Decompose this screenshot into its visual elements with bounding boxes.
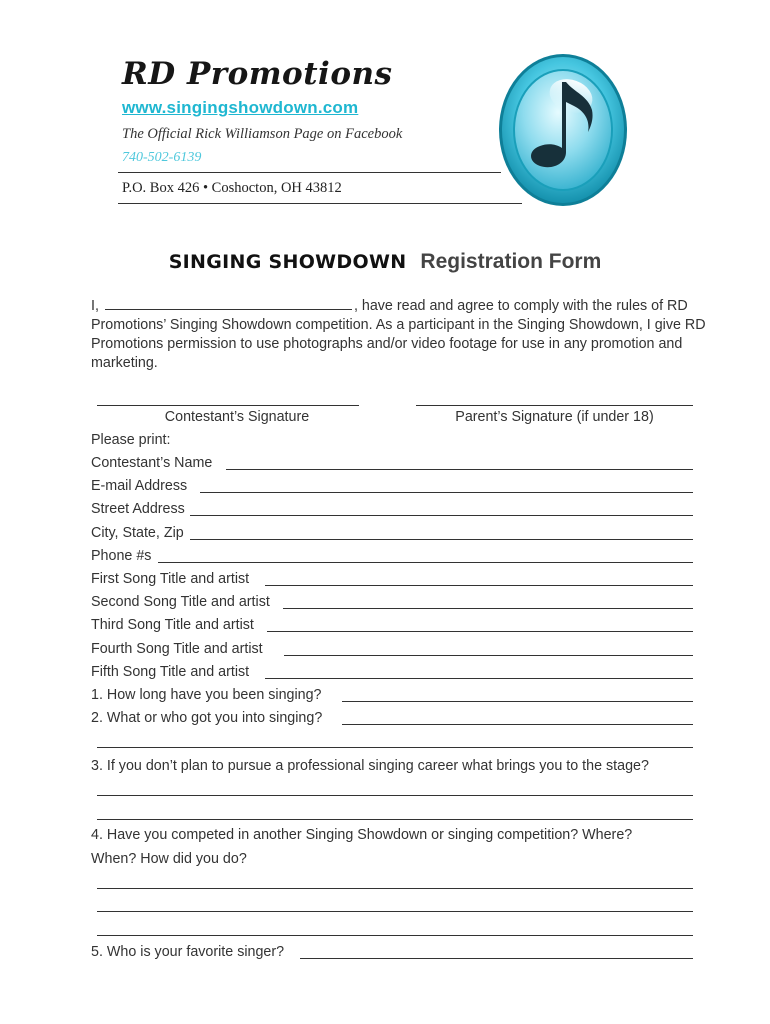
header-divider: [118, 172, 501, 173]
page-title: [0, 250, 770, 274]
agreement-prefix: I,: [91, 298, 99, 314]
question-3-line-2[interactable]: [97, 819, 693, 820]
field-label: Third Song Title and artist: [91, 617, 254, 633]
contestant-signature-line[interactable]: [97, 405, 359, 406]
contestant-name-field[interactable]: [226, 469, 693, 470]
question-4-line-3[interactable]: [97, 935, 693, 936]
first-song-field[interactable]: [265, 585, 693, 586]
question-2-field[interactable]: [342, 724, 693, 725]
question-4-line-2[interactable]: [97, 911, 693, 912]
field-label: Contestant’s Name: [91, 455, 213, 471]
question-1-field[interactable]: [342, 701, 693, 702]
agreement-paragraph: [91, 296, 707, 373]
fifth-song-field[interactable]: [265, 678, 693, 679]
parent-signature-line[interactable]: [416, 405, 693, 406]
please-print-label: Please print:: [91, 432, 171, 448]
question-label: When? How did you do?: [91, 851, 247, 867]
field-label: Second Song Title and artist: [91, 594, 270, 610]
street-address-field[interactable]: [190, 515, 693, 516]
question-label: 5. Who is your favorite singer?: [91, 944, 285, 960]
title-brand: SINGING SHOWDOWN: [168, 251, 407, 273]
second-song-field[interactable]: [283, 608, 693, 609]
field-label: E-mail Address: [91, 478, 188, 494]
participant-name-blank[interactable]: [105, 296, 352, 310]
question-label: 1. How long have you been singing?: [91, 687, 322, 703]
question-label: 3. If you don’t plan to pursue a professional singing career what brings you to the stage?: [91, 758, 649, 774]
phone-number: 740-502-6139: [122, 150, 202, 165]
header-divider-2: [118, 203, 522, 204]
music-note-icon: [496, 40, 630, 210]
website-link[interactable]: www.singingshowdown.com: [122, 98, 359, 117]
field-label: Street Address: [91, 501, 185, 517]
fourth-song-field[interactable]: [284, 655, 693, 656]
field-label: Phone #s: [91, 548, 152, 564]
question-label: 2. What or who got you into singing?: [91, 710, 323, 726]
parent-signature-label: Parent’s Signature (if under 18): [455, 409, 654, 425]
field-label: Fifth Song Title and artist: [91, 664, 250, 680]
agreement-text: , have read and agree to comply with the rules of RD Promotions’ Singing Showdown competition. As a participant in the Singing Showdown, I give RD Promotions permission to use photographs and/or video footage for use in any promotion and marketing.: [91, 298, 706, 371]
field-label: Fourth Song Title and artist: [91, 641, 263, 657]
question-2-extra-line[interactable]: [97, 747, 693, 748]
question-4-line-1[interactable]: [97, 888, 693, 889]
field-label: City, State, Zip: [91, 525, 184, 541]
question-5-field[interactable]: [300, 958, 693, 959]
third-song-field[interactable]: [267, 631, 693, 632]
brand-name: RD Promotions: [122, 56, 393, 92]
phone-field[interactable]: [158, 562, 693, 563]
question-3-line-1[interactable]: [97, 795, 693, 796]
city-state-zip-field[interactable]: [190, 539, 693, 540]
title-form: Registration Form: [420, 250, 602, 273]
facebook-text: The Official Rick Williamson Page on Facebook: [122, 126, 403, 142]
field-label: First Song Title and artist: [91, 571, 250, 587]
email-field[interactable]: [200, 492, 693, 493]
mailing-address: P.O. Box 426 • Coshocton, OH 43812: [122, 180, 342, 196]
contestant-signature-label: Contestant’s Signature: [164, 409, 310, 425]
question-label: 4. Have you competed in another Singing Showdown or singing competition? Where?: [91, 827, 633, 843]
